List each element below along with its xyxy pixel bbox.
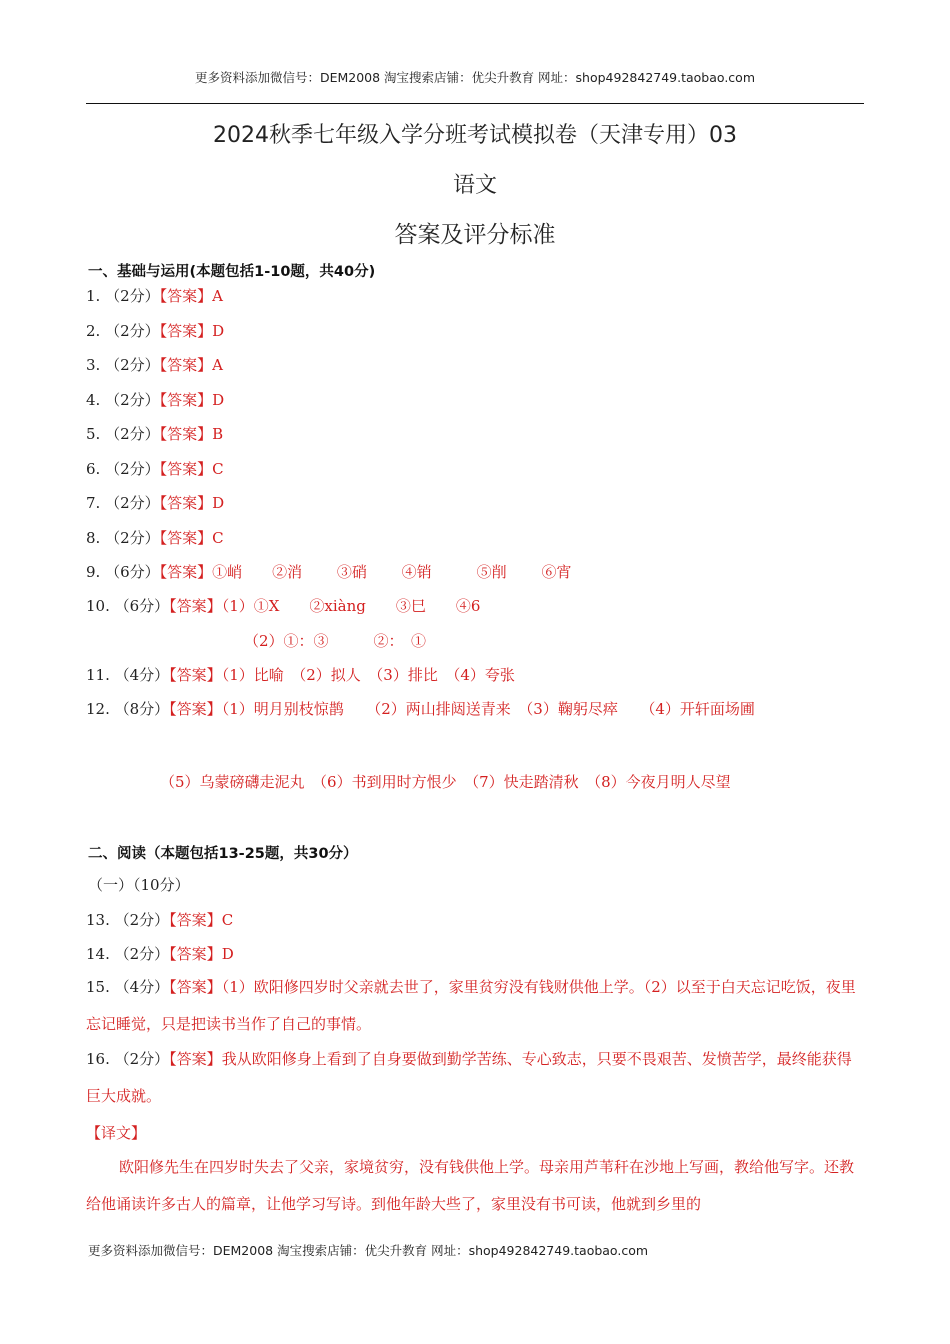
- answer-value: （1）①X ②xiàng ③巳 ④6: [221, 597, 481, 615]
- answer-item-3: [86, 355, 223, 375]
- answer-value: B: [212, 425, 224, 443]
- answer-tag: 【答案】: [159, 287, 213, 305]
- answer-item-9: [86, 562, 571, 582]
- answer-value: A: [212, 287, 223, 305]
- question-prefix: 5. （2分）: [86, 425, 160, 443]
- question-prefix: 10. （6分）: [86, 597, 170, 615]
- header-divider: [86, 103, 864, 104]
- answer-tag: 【答案】: [159, 563, 213, 581]
- question-prefix: 9. （6分）: [86, 563, 160, 581]
- answer-item-14: [86, 944, 234, 964]
- answer-tag: 【答案】: [169, 945, 222, 963]
- question-prefix: 8. （2分）: [86, 529, 160, 547]
- answer-tag: 【答案】: [169, 1050, 222, 1068]
- answer-value: D: [221, 945, 234, 963]
- answer-item-6: [86, 459, 224, 479]
- answer-value: （1）欧阳修四岁时父亲就去世了，家里贫穷没有钱财供他上学。（2）以至于白天忘记吃饭，夜里忘记睡觉，只是把读书当作了自己的事情。: [86, 978, 856, 1033]
- answer-value: （1）比喻 （2）拟人 （3）排比 （4）夸张: [221, 666, 515, 684]
- question-prefix: 2. （2分）: [86, 322, 160, 340]
- question-prefix: 7. （2分）: [86, 494, 160, 512]
- footer-note: 更多资料添加微信号：DEM2008 淘宝搜索店铺：优尖升教育 网址：shop492842749.taobao.com: [88, 1243, 649, 1258]
- answer-tag: 【答案】: [159, 529, 213, 547]
- answer-value: C: [212, 460, 224, 478]
- answer-value: D: [212, 322, 225, 340]
- answer-tag: 【答案】: [169, 666, 222, 684]
- answer-item-1: [86, 286, 223, 306]
- question-prefix: 16. （2分）: [86, 1050, 170, 1068]
- answer-item-11: [86, 665, 515, 685]
- question-prefix: 14. （2分）: [86, 945, 170, 963]
- question-prefix: 15. （4分）: [86, 978, 170, 996]
- subtitle: 答案及评分标准: [394, 222, 556, 248]
- header-note: 更多资料添加微信号：DEM2008 淘宝搜索店铺：优尖升教育 网址：shop492842749.taobao.com: [194, 70, 756, 85]
- answer-tag: 【答案】: [169, 911, 222, 929]
- answer-tag: 【答案】: [159, 494, 213, 512]
- answer-tag: 【答案】: [169, 700, 222, 718]
- answer-item-16: [86, 1041, 858, 1115]
- question-prefix: 3. （2分）: [86, 356, 160, 374]
- question-prefix: 12. （8分）: [86, 700, 170, 718]
- section-heading-2: 二、阅读（本题包括13-25题，共30分）: [88, 846, 358, 862]
- answer-item-10-line2: （2）①：③ ②： ①: [244, 632, 427, 650]
- answer-item-5: [86, 424, 223, 444]
- answer-item-4: [86, 390, 224, 410]
- answer-item-7: [86, 493, 224, 513]
- question-prefix: 13. （2分）: [86, 911, 170, 929]
- answer-value: D: [212, 391, 225, 409]
- answer-tag: 【答案】: [159, 391, 213, 409]
- answer-tag: 【答案】: [159, 460, 213, 478]
- answer-tag: 【答案】: [159, 322, 213, 340]
- answer-item-2: [86, 321, 224, 341]
- answer-item-8: [86, 528, 224, 548]
- answer-value: （1）明月别枝惊鹊 （2）两山排闼送青来 （3）鞠躬尽瘁 （4）开轩面场圃: [221, 700, 755, 718]
- question-prefix: 1. （2分）: [86, 287, 160, 305]
- answer-value: C: [212, 529, 224, 547]
- answer-tag: 【答案】: [159, 356, 213, 374]
- answer-item-15: [86, 969, 858, 1043]
- answer-value: A: [212, 356, 223, 374]
- question-prefix: 11. （4分）: [86, 666, 170, 684]
- answer-tag: 【答案】: [159, 425, 213, 443]
- answer-item-13: [86, 910, 233, 930]
- part-heading: （一）（10分）: [88, 876, 190, 894]
- subject-title: 语文: [452, 173, 497, 198]
- answer-tag: 【答案】: [169, 978, 222, 996]
- section-heading-1: 一、基础与运用(本题包括1-10题，共40分): [88, 264, 376, 280]
- translation-text: 欧阳修先生在四岁时失去了父亲，家境贫穷，没有钱供他上学。母亲用芦苇秆在沙地上写画，教给他写字。还教给他诵读许多古人的篇章，让他学习写诗。到他年龄大些了，家里没有书可读，他就到乡里的: [86, 1158, 855, 1213]
- answer-value: C: [221, 911, 234, 929]
- answer-item-10: [86, 596, 480, 616]
- answer-tag: 【答案】: [169, 597, 222, 615]
- answer-item-12-line2: （5）乌蒙磅礴走泥丸 （6）书到用时方恨少 （7）快走踏清秋 （8）今夜月明人尽望: [160, 773, 731, 791]
- page-title: 2024秋季七年级入学分班考试模拟卷（天津专用）03: [213, 123, 737, 148]
- answer-item-12: [86, 691, 858, 728]
- answer-value: ①峭 ②消 ③硝 ④销 ⑤削 ⑥宵: [212, 563, 572, 581]
- question-prefix: 4. （2分）: [86, 391, 160, 409]
- question-prefix: 6. （2分）: [86, 460, 160, 478]
- translation-heading: 【译文】: [86, 1124, 147, 1142]
- answer-value: D: [212, 494, 225, 512]
- answer-value: 我从欧阳修身上看到了自身要做到勤学苦练、专心致志，只要不畏艰苦、发愤苦学，最终能获得巨大成就。: [86, 1050, 852, 1105]
